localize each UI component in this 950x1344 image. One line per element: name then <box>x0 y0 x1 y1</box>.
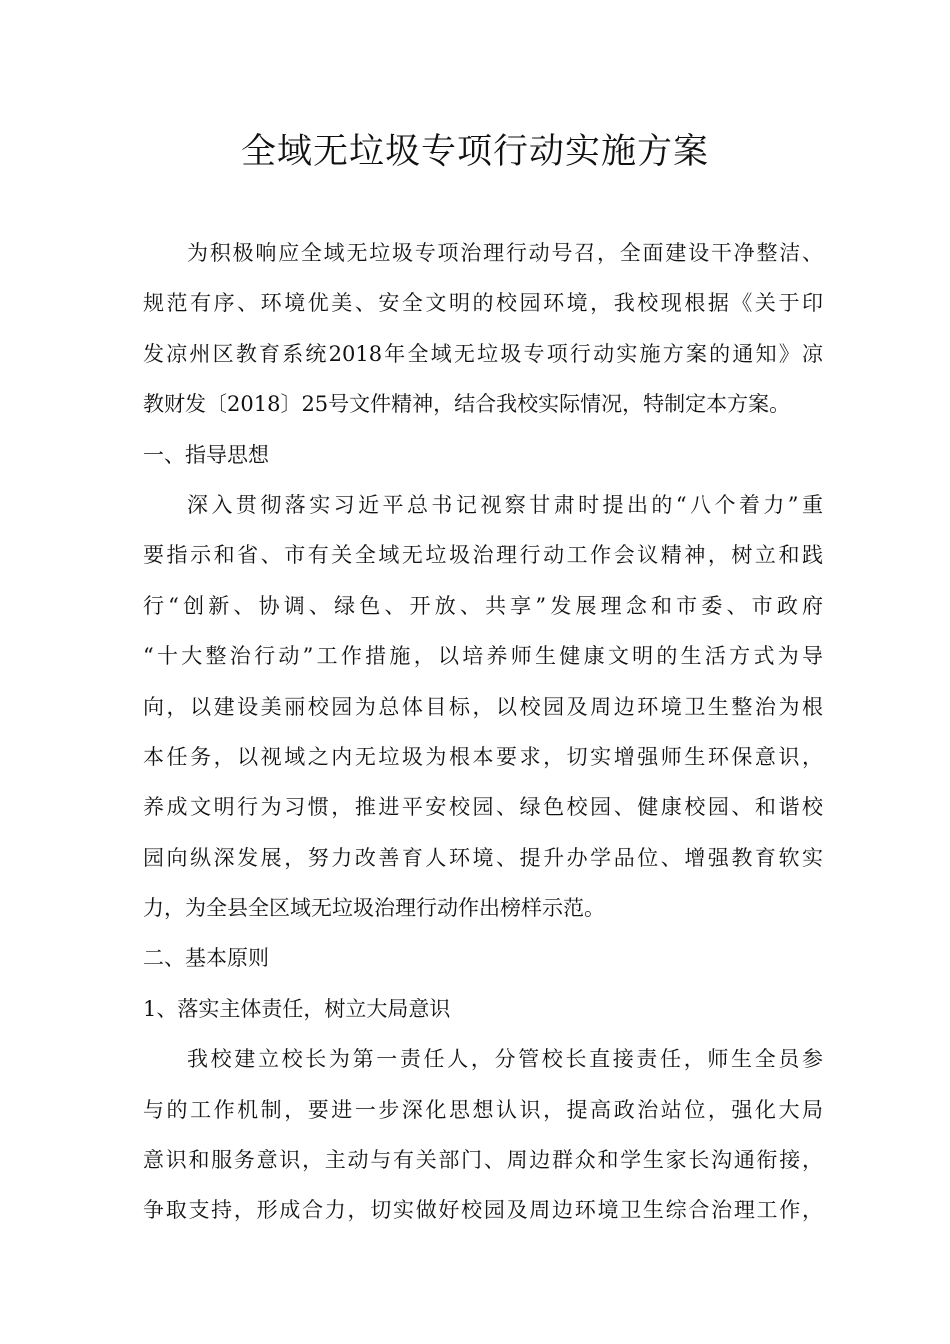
paragraph-line: 二、基本原则 <box>143 946 269 971</box>
paragraph-line: 养成文明行为习惯，推进平安校园、绿色校园、健康校园、和谐校 <box>143 795 823 820</box>
paragraph-line: 我校建立校长为第一责任人，分管校长直接责任，师生全员参 <box>187 1047 823 1072</box>
document-body <box>143 228 823 1236</box>
paragraph-line: 要指示和省、市有关全域无垃圾治理行动工作会议精神，树立和践 <box>143 543 823 568</box>
document-title: 全域无垃圾专项行动实施方案 <box>240 132 709 172</box>
paragraph-line: 行“创新、协调、绿色、开放、共享”发展理念和市委、市政府 <box>143 593 823 618</box>
paragraph-line: 园向纵深发展，努力改善育人环境、提升办学品位、增强教育软实 <box>143 845 823 870</box>
paragraph-line: 深入贯彻落实习近平总书记视察甘肃时提出的“八个着力”重 <box>187 492 823 517</box>
paragraph-line: 力，为全县全区域无垃圾治理行动作出榜样示范。 <box>143 896 605 921</box>
paragraph-line: 1、落实主体责任，树立大局意识 <box>143 996 451 1021</box>
paragraph-line: 为积极响应全域无垃圾专项治理行动号召，全面建设干净整洁、 <box>187 241 823 265</box>
paragraph-line: 本任务，以视域之内无垃圾为根本要求，切实增强师生环保意识， <box>143 744 823 769</box>
paragraph-line: 发凉州区教育系统2018年全域无垃圾专项行动实施方案的通知》凉 <box>143 341 823 366</box>
paragraph-line: 争取支持，形成合力，切实做好校园及周边环境卫生综合治理工作， <box>143 1198 823 1223</box>
paragraph-line: 与的工作机制，要进一步深化思想认识，提高政治站位，强化大局 <box>143 1097 823 1122</box>
paragraph-line: “十大整治行动”工作措施，以培养师生健康文明的生活方式为导 <box>143 644 823 669</box>
paragraph-line: 一、指导思想 <box>143 442 269 467</box>
paragraph-line: 意识和服务意识，主动与有关部门、周边群众和学生家长沟通衔接， <box>143 1148 823 1173</box>
paragraph-line: 教财发〔2018〕25号文件精神，结合我校实际情况，特制定本方案。 <box>143 392 791 417</box>
paragraph-line: 规范有序、环境优美、安全文明的校园环境，我校现根据《关于印 <box>143 291 823 316</box>
paragraph-line: 向，以建设美丽校园为总体目标，以校园及周边环境卫生整治为根 <box>143 694 823 719</box>
